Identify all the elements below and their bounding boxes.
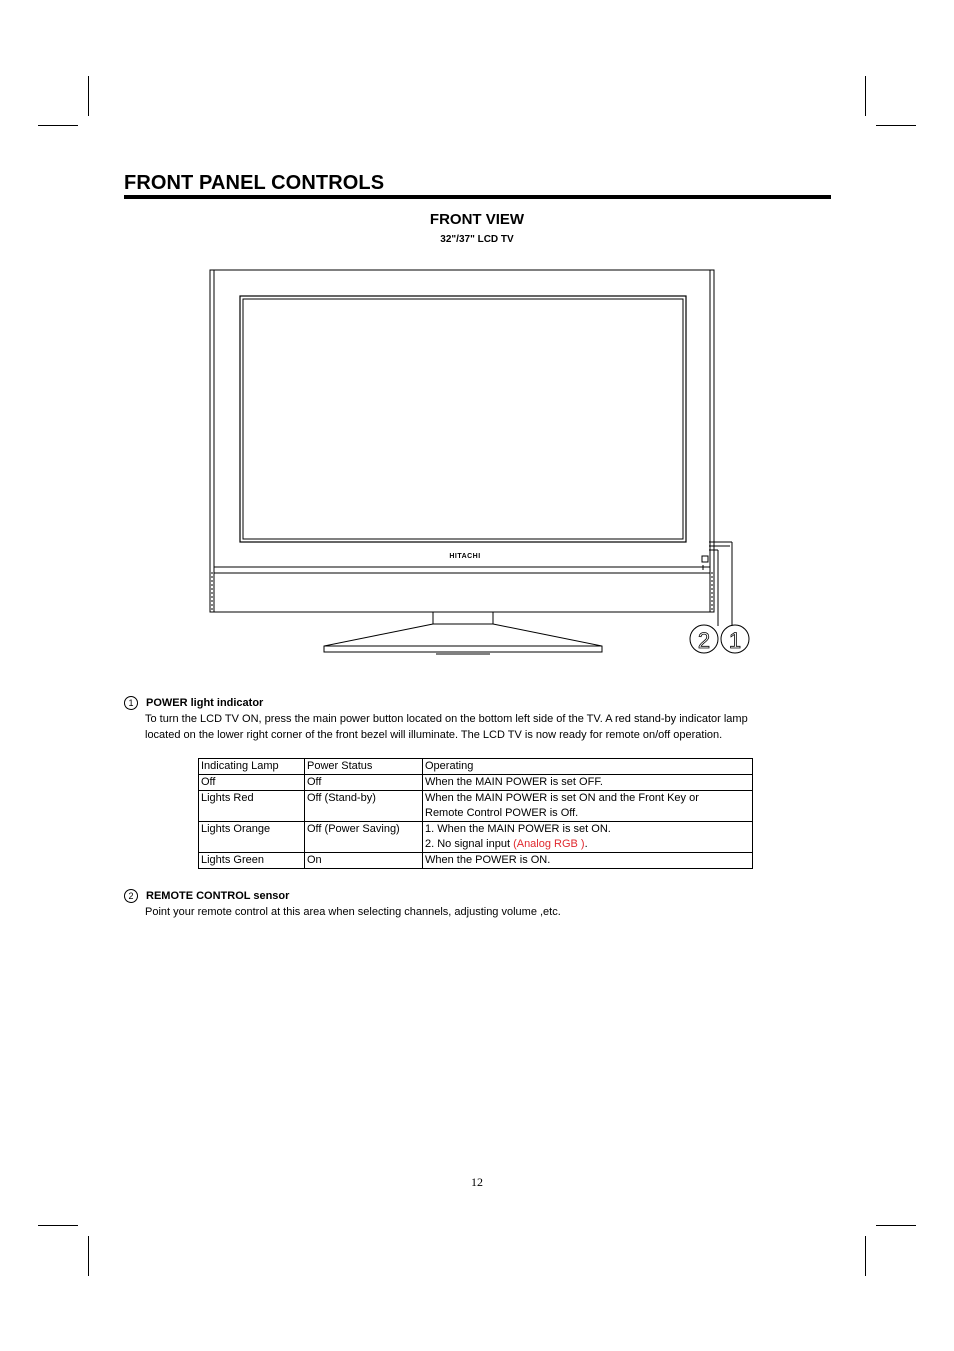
table-row <box>199 822 753 853</box>
table-header-row <box>199 759 753 775</box>
crop-mark <box>865 1236 866 1276</box>
crop-mark <box>876 125 916 126</box>
cell-text: . <box>584 838 588 850</box>
section-number-badge: 2 <box>124 889 138 903</box>
table-cell: Lights Red <box>199 791 305 822</box>
table-cell: Off (Power Saving) <box>305 822 423 853</box>
table-row <box>199 791 753 822</box>
crop-mark <box>38 1225 78 1226</box>
callout-label-2: 2 <box>697 628 711 653</box>
section-heading-text: POWER light indicator <box>146 697 264 709</box>
table-cell: Off (Stand-by) <box>305 791 423 822</box>
page-title: FRONT PANEL CONTROLS <box>124 172 385 194</box>
table-cell <box>423 822 753 853</box>
table-cell: Lights Orange <box>199 822 305 853</box>
section-body-text <box>145 711 748 743</box>
table-cell: Off <box>305 775 423 791</box>
section-body-text: Point your remote control at this area when selecting channels, adjusting volume ,etc. <box>145 906 561 918</box>
table-cell: Off <box>199 775 305 791</box>
table-header-cell: Power Status <box>305 759 423 775</box>
crop-mark <box>876 1225 916 1226</box>
section-subtitle: FRONT VIEW <box>429 211 525 228</box>
table-cell <box>423 791 753 822</box>
cell-line <box>425 837 750 852</box>
body-line: located on the lower right corner of the front bezel will illuminate. The LCD TV is now ready for remote on/off operation. <box>145 729 723 741</box>
callout-label-1: 1 <box>728 628 742 653</box>
table-row <box>199 775 753 791</box>
crop-mark <box>88 76 89 116</box>
table-cell: When the POWER is ON. <box>423 853 753 869</box>
remote-sensor-window <box>702 556 708 562</box>
crop-mark <box>88 1236 89 1276</box>
cell-line: Remote Control POWER is Off. <box>425 807 579 819</box>
tv-brand-logo: HITACHI <box>449 553 481 560</box>
section-heading-remote-sensor <box>124 889 289 903</box>
section-heading-power-light <box>124 696 263 710</box>
crop-mark <box>865 76 866 116</box>
table-cell: On <box>305 853 423 869</box>
cell-text: 2. No signal input <box>425 838 514 850</box>
section-number-badge: 1 <box>124 696 138 710</box>
crop-mark <box>38 125 78 126</box>
body-line: To turn the LCD TV ON, press the main power button located on the bottom left side of the TV. A red stand-by indicator lamp <box>145 713 748 725</box>
section-heading-text: REMOTE CONTROL sensor <box>146 890 290 902</box>
cell-line: When the MAIN POWER is set ON and the Front Key or <box>425 792 699 804</box>
tv-screen <box>240 296 686 542</box>
table-header-cell: Operating <box>423 759 753 775</box>
tv-bezel <box>210 270 714 612</box>
highlight-text: (Analog RGB ) <box>513 838 585 850</box>
table-row <box>199 853 753 869</box>
page-number: 12 <box>471 1175 483 1189</box>
tv-front-view-diagram <box>200 262 760 662</box>
cell-line: 1. When the MAIN POWER is set ON. <box>425 823 611 835</box>
table-cell: When the MAIN POWER is set OFF. <box>423 775 753 791</box>
power-indicator-table <box>198 758 753 869</box>
table-header-cell: Indicating Lamp <box>199 759 305 775</box>
title-rule <box>124 195 831 199</box>
model-label: 32"/37" LCD TV <box>440 234 514 245</box>
table-cell: Lights Green <box>199 853 305 869</box>
